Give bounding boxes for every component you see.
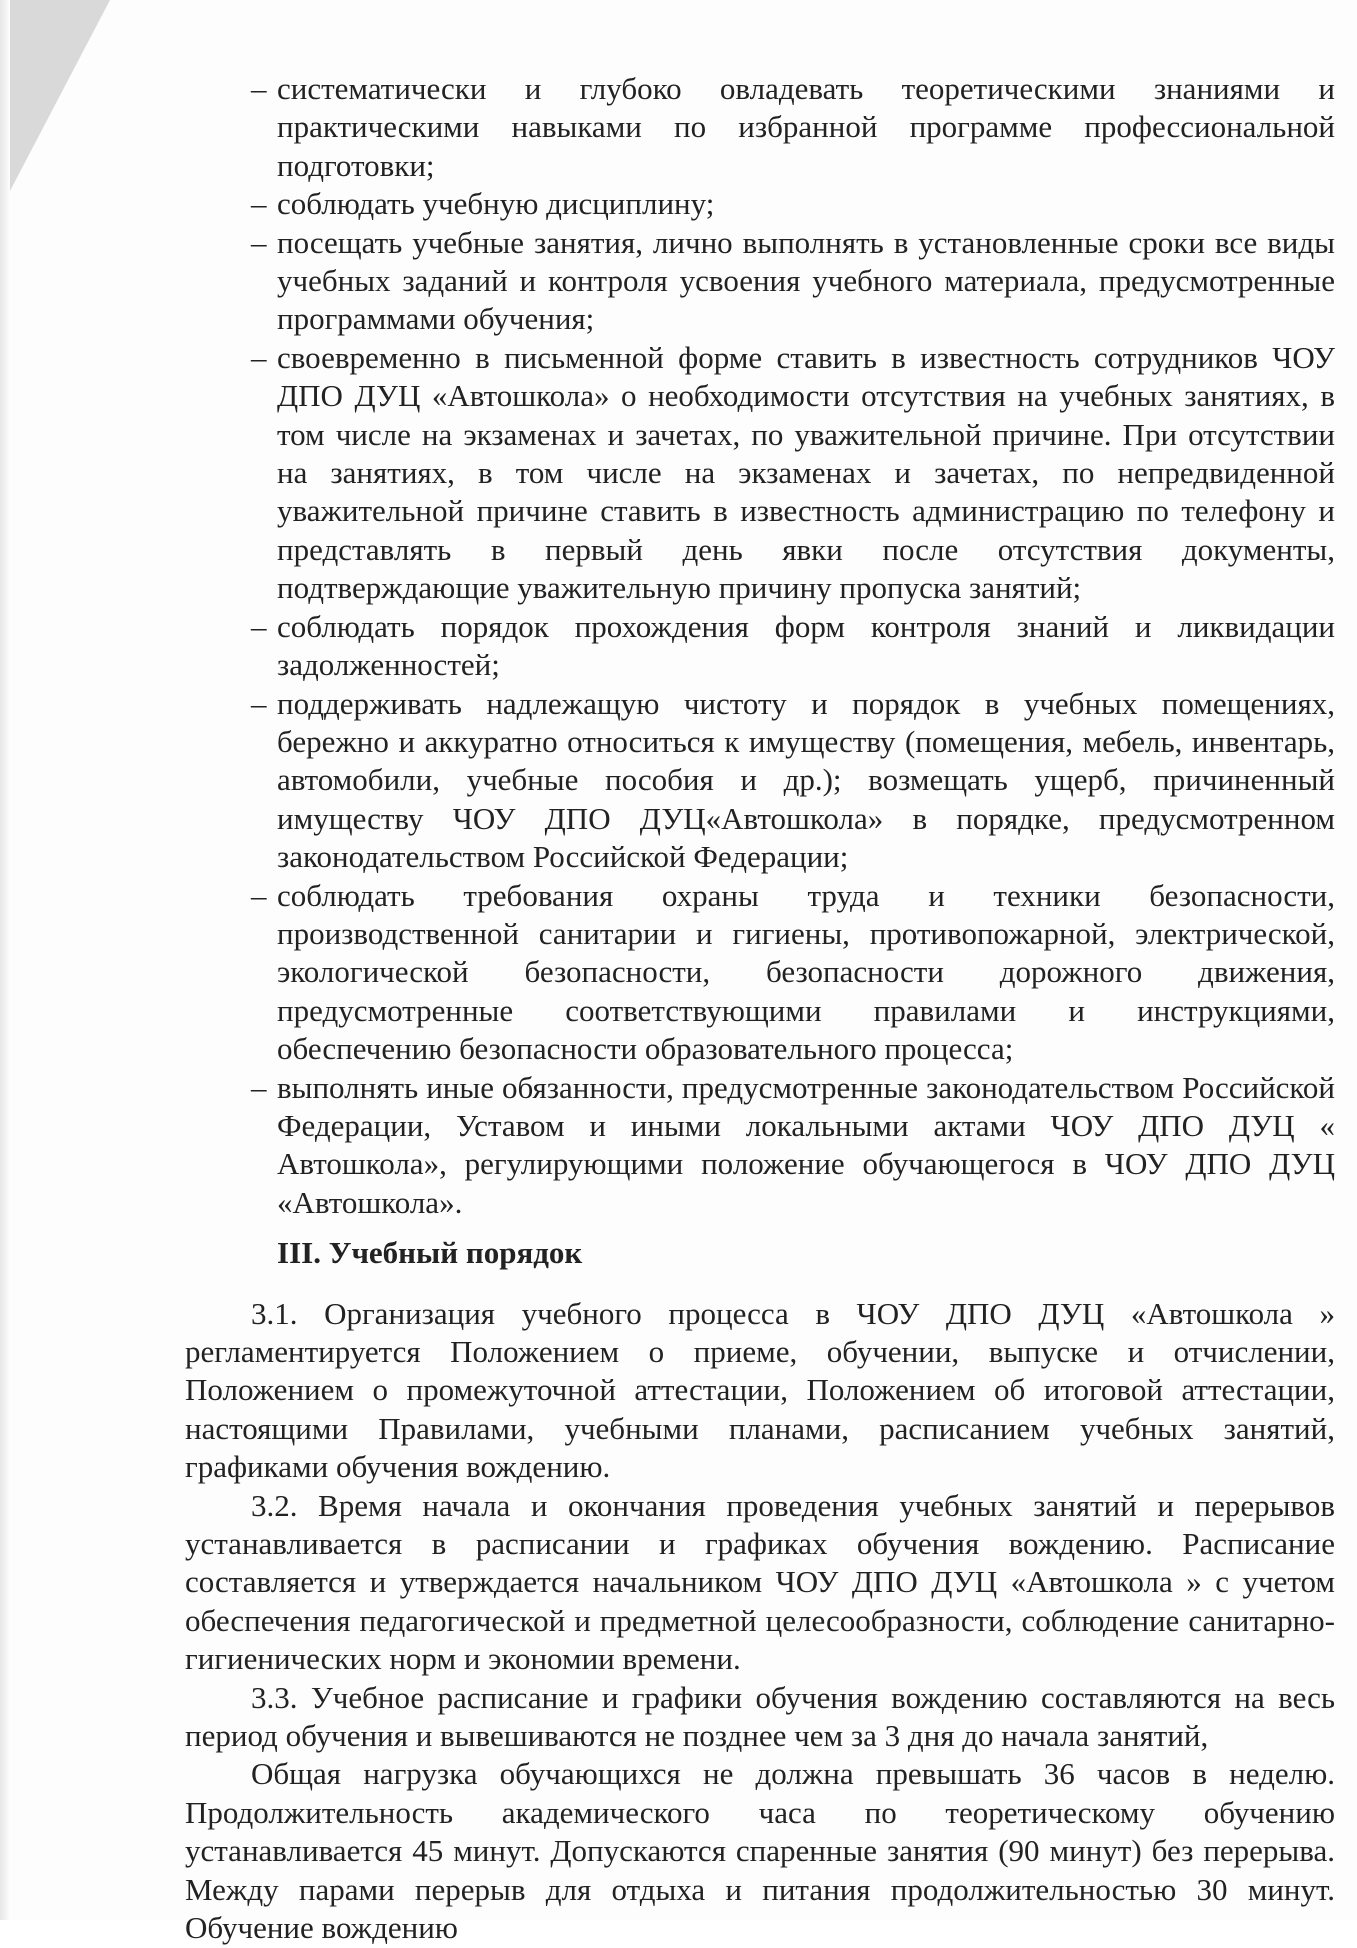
list-item [251, 685, 1335, 877]
list-item-text: своевременно в письменной форме ставить в известность сотрудников ЧОУ ДПО ДУЦ «Автошкола» о необходимости отсутствия на учебных занятиях, в том числе на экзаменах и зачетах, по уважительной причине. При отсутствии на занятиях, в том числе на экзаменах и зачетах, по непредвиденной уважительной причине ставить в известность администрацию по телефону и представлять в первый день явки после отсутствия документы, подтверждающие уважительную причину пропуска занятий; [277, 339, 1335, 606]
paragraph-load: Общая нагрузка обучающихся не должна превышать 36 часов в неделю. Продолжительность академического часа по теоретическому обучению устанавливается 45 минут. Допускаются спаренные занятия (90 минут) без перерыва. Между парами перерыв для отдыха и питания продолжительностью 30 минут. Обучение вождению [185, 1756, 1335, 1946]
dash-marker: – [251, 685, 267, 721]
list-item [251, 70, 1335, 185]
folded-corner [0, 0, 110, 210]
dash-marker: – [251, 1069, 267, 1105]
list-item-text: посещать учебные занятия, лично выполнять в установленные сроки все виды учебных заданий и контроля усвоения учебного материала, предусмотренные программами обучения; [277, 224, 1335, 337]
paragraph-3-2: 3.2. Время начала и окончания проведения учебных занятий и перерывов устанавливается в расписании и графиках обучения вождению. Расписание составляется и утверждается начальником ЧОУ ДПО ДУЦ «Автошкола » с учетом обеспечения педагогической и предметной целесообразности, соблюдение санитарно-гигиенических норм и экономии времени. [185, 1487, 1335, 1677]
document-body [185, 70, 1335, 1948]
dash-marker: – [251, 608, 267, 644]
scan-edge [0, 0, 10, 1920]
dash-marker: – [251, 877, 267, 913]
list-item [251, 877, 1335, 1069]
list-item [251, 224, 1335, 339]
list-item-text: систематически и глубоко овладевать теоретическими знаниями и практическими навыками по избранной программе профессиональной подготовки; [277, 71, 1335, 183]
list-item-text: соблюдать учебную дисциплину; [277, 186, 715, 222]
paragraph-3-1: 3.1. Организация учебного процесса в ЧОУ ДПО ДУЦ «Автошкола » регламентируется Положением о приеме, обучении, выпуске и отчислении, Положением о промежуточной аттестации, Положением об итоговой аттестации, настоящими Правилами, учебными планами, расписанием учебных занятий, графиками обучения вождению. [185, 1295, 1335, 1485]
list-item-text: поддерживать надлежащую чистоту и порядок в учебных помещениях, бережно и аккуратно относиться к имуществу (помещения, мебель, инвентарь, автомобили, учебные пособия и др.); возмещать ущерб, причиненный имуществу ЧОУ ДПО ДУЦ«Автошкола» в порядке, предусмотренном законодательством Российской Федерации; [277, 685, 1335, 875]
section-title: III. Учебный порядок [277, 1235, 583, 1271]
dash-marker: – [251, 186, 267, 222]
list-item [251, 1069, 1335, 1223]
list-item-text: соблюдать требования охраны труда и техники безопасности, производственной санитарии и гигиены, противопожарной, электрической, экологической безопасности, безопасности дорожного движения, предусмотренные соответствующими правилами и инструкциями, обеспечению безопасности образовательного процесса; [277, 877, 1335, 1067]
dash-marker: – [251, 71, 267, 106]
list-item [251, 185, 1335, 223]
dash-marker: – [251, 224, 267, 260]
list-item [251, 339, 1335, 608]
list-item-text: выполнять иные обязанности, предусмотренные законодательством Российской Федерации, Уставом и иными локальными актами ЧОУ ДПО ДУЦ « Автошкола», регулирующими положение обучающегося в ЧОУ ДПО ДУЦ «Автошкола». [277, 1069, 1335, 1220]
list-item [251, 608, 1335, 685]
obligations-list [185, 70, 1335, 1222]
paragraph-3-3: 3.3. Учебное расписание и графики обучения вождению составляются на весь период обучения и вывешиваются не позднее чем за 3 дня до начала занятий, [185, 1679, 1335, 1754]
list-item-text: соблюдать порядок прохождения форм контроля знаний и ликвидации задолженностей; [277, 608, 1335, 683]
dash-marker: – [251, 339, 267, 375]
